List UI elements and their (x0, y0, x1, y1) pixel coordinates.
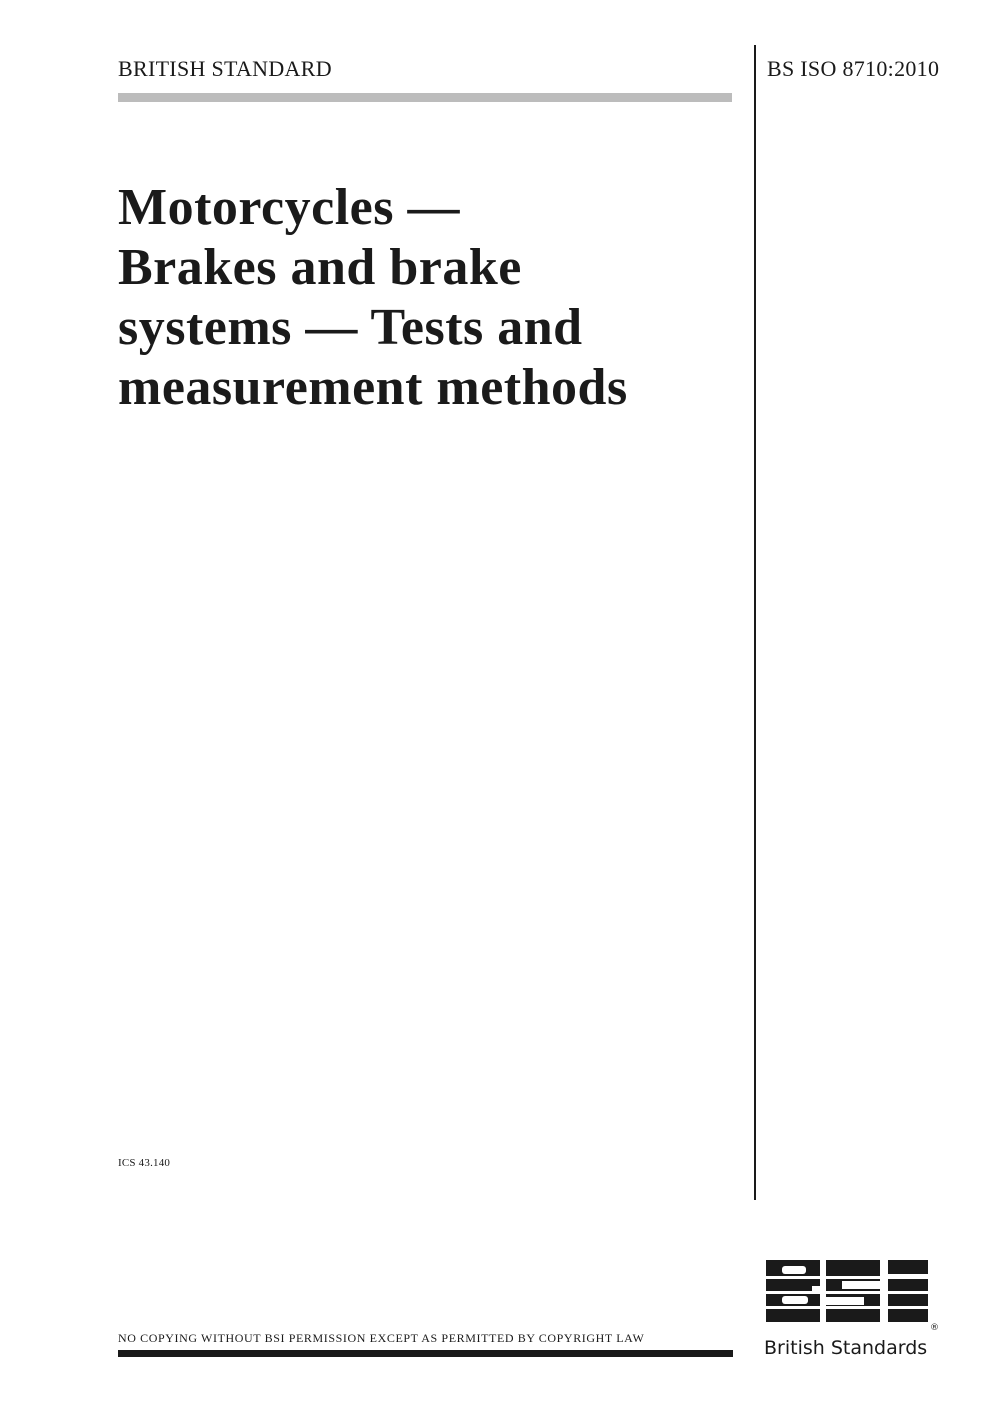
footer-rule (118, 1350, 733, 1357)
vertical-divider (754, 45, 756, 1200)
logo-name: British Standards (764, 1337, 928, 1359)
header-rule (118, 93, 732, 102)
logo-registered-mark: ® (930, 1323, 939, 1333)
copyright-notice: NO COPYING WITHOUT BSI PERMISSION EXCEPT AS PERMITTED BY COPYRIGHT LAW (118, 1331, 645, 1345)
title-line: measurement methods (118, 359, 628, 416)
title-line: Brakes and brake (118, 239, 522, 296)
ics-code: ICS 43.140 (118, 1157, 171, 1169)
title-line: Motorcycles — (118, 179, 460, 236)
title-line: systems — Tests and (118, 299, 583, 356)
document-title (118, 178, 738, 418)
bsi-logo (762, 1258, 942, 1363)
header-standard-label: BRITISH STANDARD (118, 56, 332, 81)
header-standard-number: BS ISO 8710:2010 (767, 56, 940, 81)
